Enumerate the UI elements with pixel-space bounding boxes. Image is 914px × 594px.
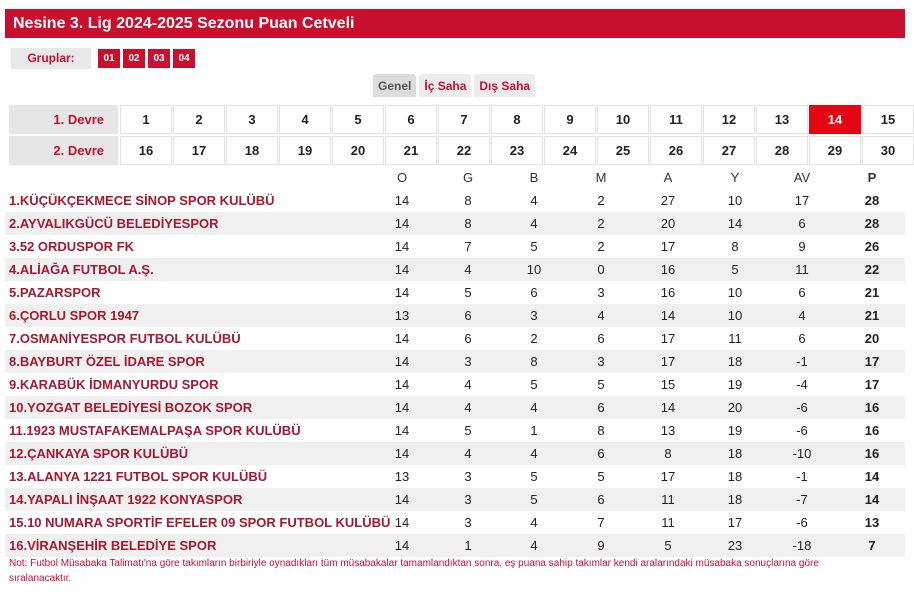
cell-g: 3 [464,515,472,530]
cell-g: 5 [464,423,472,438]
round-button-30[interactable]: 30 [862,136,914,165]
table-row [5,235,905,258]
tab-dis-saha[interactable]: Dış Saha [474,74,535,97]
round-button-22[interactable]: 22 [438,136,490,165]
cell-m: 6 [597,446,605,461]
cell-b: 5 [530,239,538,254]
cell-p: 13 [864,515,880,530]
table-row [5,189,905,212]
round-button-21[interactable]: 21 [385,136,437,165]
table-row [5,304,905,327]
cell-g: 1 [464,538,472,553]
first-half-label: 1. Devre [9,105,118,134]
team-name-link[interactable]: 16.VİRANŞEHİR BELEDİYE SPOR [9,538,217,553]
cell-o: 13 [394,308,410,323]
round-button-18[interactable]: 18 [226,136,278,165]
cell-av: 9 [798,239,806,254]
cell-o: 13 [394,469,410,484]
cell-p: 17 [864,377,880,392]
cell-m: 6 [597,400,605,415]
cell-m: 5 [597,469,605,484]
cell-b: 4 [530,515,538,530]
round-button-24[interactable]: 24 [544,136,596,165]
cell-a: 5 [664,538,672,553]
cell-o: 14 [394,515,410,530]
column-header-o: O [396,170,408,185]
column-header-y: Y [730,170,740,185]
round-button-12[interactable]: 12 [703,105,755,134]
table-header [5,166,905,189]
cell-av: -1 [796,354,808,369]
venue-tabs [373,74,538,97]
cell-y: 23 [727,538,743,553]
team-name-link[interactable]: 2.AYVALIKGÜCÜ BELEDİYESPOR [9,216,219,231]
cell-g: 8 [464,216,472,231]
cell-a: 14 [660,308,676,323]
column-header-p: P [867,170,877,185]
round-button-10[interactable]: 10 [597,105,649,134]
column-header-a: A [663,170,673,185]
footnote: Not: Futbol Müsabaka Talimatı'na göre takımların birbiriyle oynadıkları tüm müsabakalar tamamlandıktan sonra, eş puana sahip takımlar kendi aralarındaki müsabaka sonuçlarına göre sıralanacaktır. [9,558,819,584]
round-button-7[interactable]: 7 [438,105,490,134]
table-row [5,281,905,304]
cell-m: 3 [597,285,605,300]
cell-y: 19 [727,377,743,392]
cell-av: 6 [798,285,806,300]
cell-y: 18 [727,469,743,484]
cell-o: 14 [394,262,410,277]
cell-a: 14 [660,400,676,415]
cell-p: 21 [864,308,880,323]
cell-b: 6 [530,285,538,300]
table-row [5,327,905,350]
cell-a: 11 [661,515,675,530]
cell-a: 15 [660,377,676,392]
round-button-29[interactable]: 29 [809,136,861,165]
cell-b: 4 [530,193,538,208]
cell-a: 17 [660,239,676,254]
round-button-3[interactable]: 3 [226,105,278,134]
cell-g: 6 [464,308,472,323]
table-row [5,258,905,281]
round-button-13[interactable]: 13 [756,105,808,134]
cell-o: 14 [394,239,410,254]
cell-y: 10 [727,193,743,208]
cell-b: 3 [530,308,538,323]
round-button-19[interactable]: 19 [279,136,331,165]
cell-a: 17 [660,331,676,346]
round-button-1[interactable]: 1 [120,105,172,134]
cell-b: 8 [530,354,538,369]
page-title: Nesine 3. Lig 2024-2025 Sezonu Puan Cetveli [5,9,905,38]
team-name-link[interactable]: 1.KÜÇÜKÇEKMECE SİNOP SPOR KULÜBÜ [9,193,275,208]
cell-a: 8 [664,446,672,461]
cell-m: 7 [597,515,605,530]
first-half-rounds [9,104,914,135]
round-button-6[interactable]: 6 [385,105,437,134]
cell-g: 3 [464,469,472,484]
cell-av: 11 [795,262,809,277]
cell-y: 18 [727,354,743,369]
team-name-link[interactable]: 6.ÇORLU SPOR 1947 [9,308,140,323]
round-button-23[interactable]: 23 [491,136,543,165]
groups-label: Gruplar: [11,48,91,69]
cell-m: 2 [597,193,605,208]
standings-table [5,166,905,557]
cell-av: 4 [798,308,806,323]
team-name-link[interactable]: 7.OSMANİYESPOR FUTBOL KULÜBÜ [9,331,241,346]
team-name-link[interactable]: 15.10 NUMARA SPORTİF EFELER 09 SPOR FUTBOL KULÜBÜ [9,515,391,530]
group-selector [11,48,195,69]
column-header-b: B [529,170,539,185]
cell-m: 0 [597,262,605,277]
cell-y: 11 [728,331,742,346]
column-header-m: M [595,170,607,185]
cell-g: 3 [464,492,472,507]
round-button-27[interactable]: 27 [703,136,755,165]
round-selector [9,104,914,166]
cell-b: 2 [530,331,538,346]
team-name-link[interactable]: 12.ÇANKAYA SPOR KULÜBÜ [9,446,189,461]
cell-a: 20 [660,216,676,231]
cell-p: 22 [864,262,880,277]
cell-o: 14 [394,538,410,553]
cell-p: 16 [864,423,880,438]
cell-a: 16 [660,285,676,300]
cell-b: 5 [530,469,538,484]
cell-y: 10 [727,308,743,323]
cell-o: 14 [394,216,410,231]
cell-o: 14 [394,193,410,208]
cell-p: 26 [864,239,880,254]
table-row [5,419,905,442]
cell-a: 16 [660,262,676,277]
cell-av: -6 [796,423,808,438]
cell-o: 14 [394,400,410,415]
cell-m: 6 [597,331,605,346]
group-button-03[interactable]: 03 [148,49,170,68]
cell-o: 14 [394,354,410,369]
cell-m: 6 [597,492,605,507]
second-half-rounds [9,135,914,166]
team-name-link[interactable]: 9.KARABÜK İDMANYURDU SPOR [9,377,219,392]
cell-g: 4 [464,400,472,415]
team-name-link[interactable]: 14.YAPALI İNŞAAT 1922 KONYASPOR [9,492,243,507]
cell-b: 5 [530,377,538,392]
cell-p: 20 [864,331,880,346]
cell-m: 4 [597,308,605,323]
cell-b: 4 [530,216,538,231]
team-name-link[interactable]: 13.ALANYA 1221 FUTBOL SPOR KULÜBÜ [9,469,268,484]
cell-o: 14 [394,331,410,346]
tab-ic-saha[interactable]: İç Saha [419,74,471,97]
cell-y: 18 [727,492,743,507]
cell-g: 4 [464,446,472,461]
round-button-17[interactable]: 17 [173,136,225,165]
cell-av: 6 [798,331,806,346]
cell-b: 1 [530,423,538,438]
cell-a: 11 [661,492,675,507]
round-button-20[interactable]: 20 [332,136,384,165]
cell-g: 3 [464,354,472,369]
cell-y: 5 [731,262,739,277]
cell-y: 17 [727,515,743,530]
team-name-link[interactable]: 11.1923 MUSTAFAKEMALPAŞA SPOR KULÜBÜ [9,423,301,438]
cell-y: 8 [731,239,739,254]
table-row [5,534,905,557]
cell-p: 17 [864,354,880,369]
cell-av: -7 [796,492,808,507]
team-name-link[interactable]: 5.PAZARSPOR [9,285,101,300]
table-row [5,488,905,511]
cell-b: 5 [530,492,538,507]
cell-y: 10 [727,285,743,300]
cell-av: -18 [792,538,812,553]
team-name-link[interactable]: 3.52 ORDUSPOR FK [9,239,134,254]
table-row [5,212,905,235]
cell-o: 14 [394,285,410,300]
group-button-02[interactable]: 02 [123,49,145,68]
cell-m: 9 [597,538,605,553]
cell-p: 28 [864,216,880,231]
cell-b: 10 [526,262,542,277]
cell-p: 16 [864,400,880,415]
second-half-label: 2. Devre [9,136,118,165]
round-button-4[interactable]: 4 [279,105,331,134]
table-row [5,442,905,465]
cell-m: 2 [597,216,605,231]
cell-o: 14 [394,423,410,438]
round-button-16[interactable]: 16 [120,136,172,165]
cell-g: 4 [464,377,472,392]
round-button-28[interactable]: 28 [756,136,808,165]
cell-p: 28 [864,193,880,208]
table-row [5,350,905,373]
cell-a: 27 [660,193,676,208]
table-row [5,465,905,488]
round-button-8[interactable]: 8 [491,105,543,134]
cell-b: 4 [530,538,538,553]
cell-g: 7 [464,239,472,254]
cell-g: 8 [464,193,472,208]
round-button-26[interactable]: 26 [650,136,702,165]
team-name-link[interactable]: 8.BAYBURT ÖZEL İDARE SPOR [9,354,205,369]
group-button-01[interactable]: 01 [98,49,120,68]
group-button-04[interactable]: 04 [173,49,195,68]
column-header-g: G [462,170,474,185]
cell-av: -1 [796,469,808,484]
cell-g: 6 [464,331,472,346]
cell-a: 13 [660,423,676,438]
round-button-25[interactable]: 25 [597,136,649,165]
table-row [5,396,905,419]
table-row [5,511,905,534]
round-button-11[interactable]: 11 [650,105,702,134]
cell-p: 14 [864,492,880,507]
cell-p: 16 [864,446,880,461]
cell-p: 7 [868,538,876,553]
tab-genel[interactable]: Genel [373,74,416,97]
cell-a: 17 [660,354,676,369]
cell-o: 14 [394,492,410,507]
cell-m: 3 [597,354,605,369]
cell-m: 2 [597,239,605,254]
cell-av: 6 [798,216,806,231]
round-button-14[interactable]: 14 [809,105,861,134]
cell-b: 4 [530,446,538,461]
cell-y: 18 [727,446,743,461]
team-name-link[interactable]: 4.ALİAĞA FUTBOL A.Ş. [9,262,154,277]
cell-y: 19 [727,423,743,438]
cell-av: -10 [792,446,812,461]
round-button-2[interactable]: 2 [173,105,225,134]
team-name-link[interactable]: 10.YOZGAT BELEDİYESİ BOZOK SPOR [9,400,253,415]
round-button-5[interactable]: 5 [332,105,384,134]
column-header-av: AV [793,170,811,185]
cell-b: 4 [530,400,538,415]
cell-g: 5 [464,285,472,300]
cell-g: 4 [464,262,472,277]
table-row [5,373,905,396]
cell-y: 14 [727,216,743,231]
cell-av: -6 [796,515,808,530]
cell-y: 20 [727,400,743,415]
round-button-15[interactable]: 15 [862,105,914,134]
cell-m: 5 [597,377,605,392]
cell-a: 17 [660,469,676,484]
cell-av: 17 [794,193,810,208]
cell-p: 14 [864,469,880,484]
cell-o: 14 [394,446,410,461]
cell-m: 8 [597,423,605,438]
round-button-9[interactable]: 9 [544,105,596,134]
cell-av: -6 [796,400,808,415]
cell-av: -4 [796,377,808,392]
cell-p: 21 [864,285,880,300]
cell-o: 14 [394,377,410,392]
